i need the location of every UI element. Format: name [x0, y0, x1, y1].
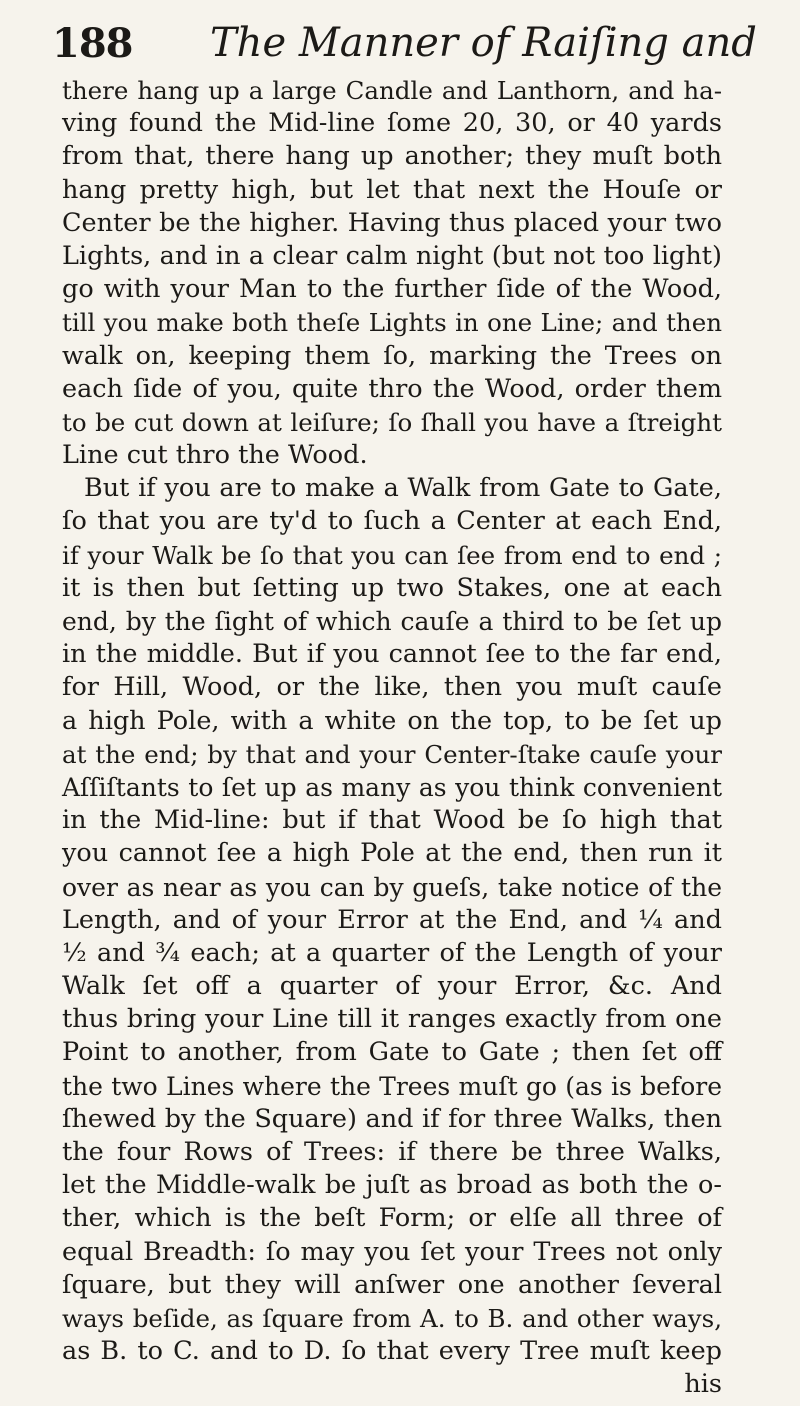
text-line: each ſide of you, quite thro the Wood, order them [62, 373, 722, 404]
body-text [62, 74, 722, 1402]
text-line: in the middle. But if you cannot ſee to the far end, [62, 639, 722, 670]
text-line: a high Pole, with a white on the top, to be ſet up [62, 705, 722, 736]
text-line: till you make both theſe Lights in one Line; and then [62, 308, 722, 338]
catchword: his [684, 1369, 722, 1400]
text-line: ſo that you are ty'd to ſuch a Center at each End, [62, 506, 722, 537]
text-line: Center be the higher. Having thus placed your two [62, 207, 722, 238]
text-line: as B. to C. and to D. ſo that every Tree muſt keep [62, 1336, 722, 1367]
text-line: from that, there hang up another; they muſt both [62, 141, 722, 172]
text-line: for Hill, Wood, or the like, then you muſt cauſe [62, 672, 722, 703]
text-line: Line cut thro the Wood. [62, 440, 368, 471]
page-number: 188 [52, 20, 133, 67]
text-line: ½ and ¾ each; at a quarter of the Length of your [62, 937, 722, 968]
text-line: over as near as you can by gueſs, take notice of the [62, 872, 722, 902]
text-line: Length, and of your Error at the End, and ¼ and [62, 904, 722, 935]
text-line: But if you are to make a Walk from Gate to Gate, [84, 473, 722, 504]
text-line: hang pretty high, but let that next the Houſe or [62, 174, 722, 205]
text-line: ways beſide, as ſquare from A. to B. and other ways, [62, 1303, 722, 1333]
text-line: Aſſiſtants to ſet up as many as you think convenient [62, 772, 722, 802]
text-line: the two Lines where the Trees muſt go (as is before [62, 1071, 722, 1101]
text-line: it is then but ſetting up two Stakes, one at each [62, 572, 722, 603]
text-line: in the Mid-line: but if that Wood be ſo high that [62, 805, 722, 836]
text-line: ving found the Mid-line ſome 20, 30, or 40 yards [62, 108, 722, 139]
text-line: the four Rows of Trees: if there be three Walks, [62, 1137, 722, 1167]
text-line: at the end; by that and your Center-ſtake cauſe your [62, 739, 722, 769]
text-line: ſhewed by the Square) and if for three Walks, then [62, 1103, 722, 1134]
text-line: ſquare, but they will anſwer one another ſeveral [62, 1269, 722, 1300]
text-line: end, by the ſight of which cauſe a third to be ſet up [62, 607, 722, 636]
running-title: The Manner of Raiſing and [210, 20, 757, 66]
page-header [52, 14, 757, 74]
text-line: Walk ſet off a quarter of your Error, &c. And [62, 971, 722, 1002]
text-line: equal Breadth: ſo may you ſet your Trees not only [62, 1236, 722, 1267]
text-line: if your Walk be ſo that you can ſee from end to end ; [62, 540, 722, 570]
text-line: go with your Man to the further ſide of the Wood, [62, 274, 722, 305]
text-line: you cannot ſee a high Pole at the end, then run it [62, 838, 722, 869]
text-line: to be cut down at leiſure; ſo ſhall you have a ſtreight [62, 407, 722, 437]
text-line: thus bring your Line till it ranges exactly from one [62, 1004, 722, 1035]
text-line: Lights, and in a clear calm night (but not too light) [62, 240, 722, 271]
text-line: let the Middle-walk be juſt as broad as both the o- [62, 1170, 722, 1201]
text-line: ther, which is the beſt Form; or elſe all three of [62, 1203, 722, 1234]
text-line: walk on, keeping them ſo, marking the Trees on [62, 340, 722, 371]
text-line: there hang up a large Candle and Lanthorn, and ha- [62, 76, 722, 105]
text-line: Point to another, from Gate to Gate ; then ſet off [62, 1037, 722, 1068]
